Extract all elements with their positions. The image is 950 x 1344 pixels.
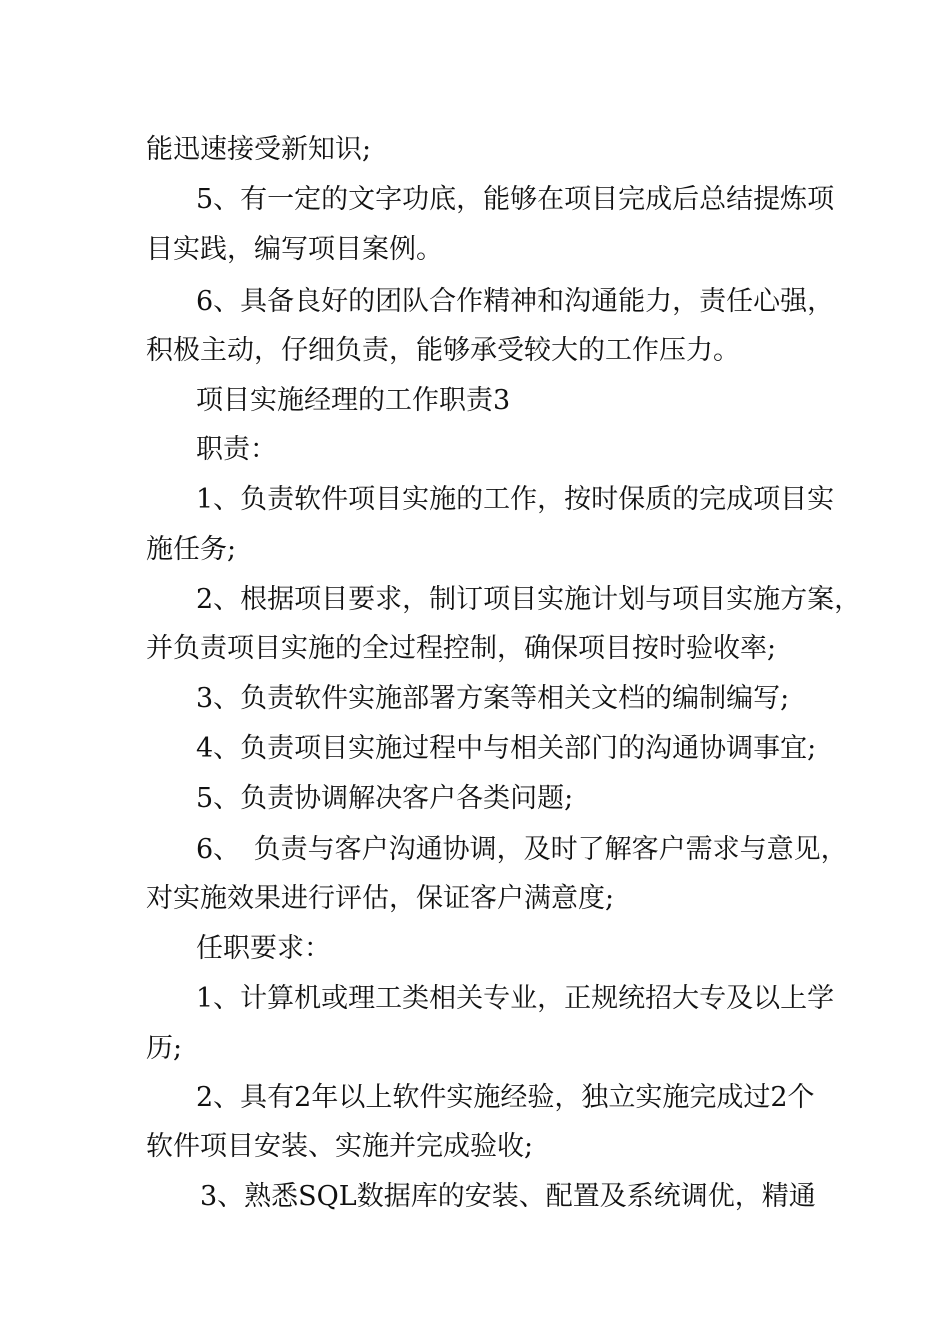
text-line-8: 1、负责软件项目实施的工作，按时保质的完成项目实 bbox=[196, 484, 835, 515]
text-line-21: 软件项目安装、实施并完成验收; bbox=[146, 1131, 534, 1162]
text-line-2: 5、有一定的文字功底，能够在项目完成后总结提炼项 bbox=[196, 184, 835, 215]
text-line-16: 对实施效果进行评估，保证客户满意度; bbox=[146, 883, 615, 914]
text-line-1: 能迅速接受新知识; bbox=[146, 134, 372, 165]
subheading-requirements: 任职要求： bbox=[196, 933, 331, 964]
text-line-15: 6、 负责与客户沟通协调，及时了解客户需求与意见， bbox=[196, 834, 848, 865]
section-heading: 项目实施经理的工作职责3 bbox=[196, 385, 511, 416]
text-line-14: 5、负责协调解决客户各类问题; bbox=[196, 783, 574, 814]
text-line-12: 3、负责软件实施部署方案等相关文档的编制编写; bbox=[196, 683, 790, 714]
text-line-9: 施任务; bbox=[146, 534, 237, 565]
text-line-3: 目实践，编写项目案例。 bbox=[146, 234, 443, 265]
text-line-18: 1、计算机或理工类相关专业，正规统招大专及以上学 bbox=[196, 983, 835, 1014]
subheading-duties: 职责： bbox=[196, 434, 277, 465]
text-line-10: 2、根据项目要求，制订项目实施计划与项目实施方案， bbox=[196, 584, 862, 615]
text-line-20: 2、具有2年以上软件实施经验，独立实施完成过2个 bbox=[196, 1082, 815, 1113]
text-line-5: 积极主动，仔细负责，能够承受较大的工作压力。 bbox=[146, 335, 740, 366]
text-line-22: 3、熟悉SQL数据库的安装、配置及系统调优，精通 bbox=[200, 1181, 816, 1212]
text-line-13: 4、负责项目实施过程中与相关部门的沟通协调事宜; bbox=[196, 733, 817, 764]
text-line-4: 6、具备良好的团队合作精神和沟通能力，责任心强， bbox=[196, 286, 835, 317]
text-line-11: 并负责项目实施的全过程控制，确保项目按时验收率; bbox=[146, 633, 777, 664]
text-line-19: 历; bbox=[146, 1033, 183, 1064]
